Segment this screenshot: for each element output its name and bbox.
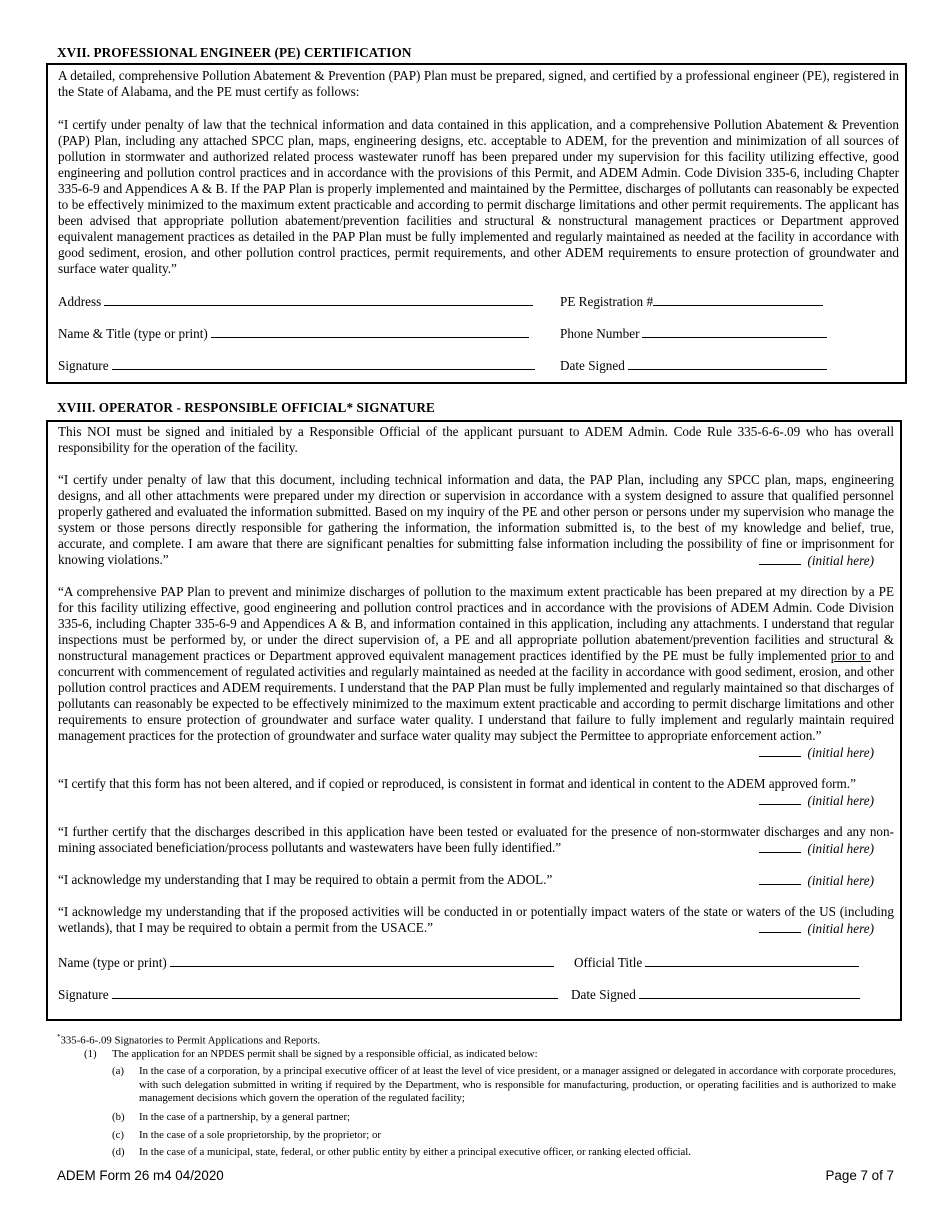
initial-blank-5[interactable] xyxy=(759,872,801,885)
section-18-title: XVIII. OPERATOR - RESPONSIBLE OFFICIAL* SIGNATURE xyxy=(57,400,435,415)
initial-label-4: (initial here) xyxy=(807,841,874,856)
pe-phone-blank[interactable] xyxy=(642,325,827,338)
operator-cert-2-part-b: and concurrent with commencement of regulated activities and regularly maintained as needed at the facility in accordance with good sediment, erosion, and other pollution control practices and ADEM requirements. I understand that the PAP Plan must be fully implemented and regularly maintained so that discharges of pollutants can reasonably be expected to be effectively minimized to the maximum extent practicable and according to permit discharge limitations and other requirements to ensure protection of groundwater and surface water quality. I understand that failure to fully implement and regularly maintain required management practices for the protection of groundwater and surface water quality may subject the Permittee to appropriate enforcement action.” xyxy=(58,648,894,743)
form-number: ADEM Form 26 m4 04/2020 xyxy=(57,1168,224,1183)
pe-signature-blank[interactable] xyxy=(112,357,535,370)
initial-blank-1[interactable] xyxy=(759,552,801,565)
initial-label-1: (initial here) xyxy=(807,553,874,568)
pe-name-title-field[interactable] xyxy=(58,325,529,342)
initial-field-2[interactable] xyxy=(759,744,874,761)
operator-signature-box xyxy=(46,420,902,1021)
footnote-sub-d-text: In the case of a municipal, state, federal, or other public entity by either a principal executive officer, or ranking elected official. xyxy=(139,1146,691,1158)
footnote-sub-b-text: In the case of a partnership, by a general partner; xyxy=(139,1111,351,1123)
initial-blank-4[interactable] xyxy=(759,840,801,853)
pe-phone-field[interactable] xyxy=(560,325,827,342)
footnote-sub-a-text: In the case of a corporation, by a principal executive officer of at least the level of vice president, or a manager assigned or delegated in accordance with corporate procedures, with such delegation submitted in writing if required by the Department, who is responsible for manufacturing, production, or operating facilities and is authorized to make management decisions which govern the operation of the regulated facility; xyxy=(139,1065,896,1104)
operator-intro-text: This NOI must be signed and initialed by a Responsible Official of the applicant pursuant to ADEM Admin. Code Rule 335-6-6-.09 who has overall responsibility for the operation of the facility. xyxy=(58,424,894,455)
operator-name-label: Name (type or print) xyxy=(58,955,167,970)
footnote-item-1-text: The application for an NPDES permit shall be signed by a responsible official, as indicated below: xyxy=(112,1048,538,1060)
footnote-marker: * xyxy=(57,1033,61,1041)
pe-registration-label: PE Registration # xyxy=(560,294,654,309)
page-number: Page 7 of 7 xyxy=(825,1168,894,1183)
initial-blank-6[interactable] xyxy=(759,920,801,933)
operator-name-blank[interactable] xyxy=(170,954,554,967)
official-title-label: Official Title xyxy=(574,955,643,970)
pe-certification-statement: “I certify under penalty of law that the technical information and data contained in this application, and a comprehensive Pollution Abatement & Prevention (PAP) Plan, including any attached SPCC plan, maps, engineering designs, etc. acceptable to ADEM, for the prevention and minimization of all sources of pollution in stormwater and authorized related process wastewater runoff has been prepared under my supervision for this facility utilizing effective, good engineering and pollution control practices and in accordance with the provisions of this Permit, and ADEM Admin. Code Division 335-6, including Chapter 335-6-9 and Appendices A & B. If the PAP Plan is properly implemented and maintained by the Permittee, discharges of pollutants can reasonably be expected to be effectively minimized to the maximum extent practicable and according to permit discharge limitations and other permit requirements. The applicant has been advised that appropriate pollution abatement/prevention facilities and structural & nonstructural management practices or Department approved equivalent management practices as detailed in the PAP Plan must be fully implemented and regularly maintained as needed at the facility in accordance with good sediment, erosion, and other pollution control practices, permit requirements, and other ADEM requirements to ensure protection of groundwater and surface water quality.” xyxy=(58,117,899,276)
operator-date-blank[interactable] xyxy=(639,986,860,999)
footnote-heading xyxy=(57,1031,320,1048)
operator-date-label: Date Signed xyxy=(571,987,636,1002)
operator-cert-2 xyxy=(58,584,894,744)
operator-cert-3: “I certify that this form has not been altered, and if copied or reproduced, is consistent in format and identical in content to the ADEM approved form.” xyxy=(58,776,856,791)
initial-blank-2[interactable] xyxy=(759,744,801,757)
footnote-sub-c-label: (c) xyxy=(112,1129,124,1141)
initial-field-5[interactable] xyxy=(759,872,874,889)
pe-signature-label: Signature xyxy=(58,358,109,373)
pe-registration-blank[interactable] xyxy=(653,293,823,306)
initial-label-5: (initial here) xyxy=(807,873,874,888)
initial-label-2: (initial here) xyxy=(807,745,874,760)
operator-signature-field[interactable] xyxy=(58,986,558,1003)
official-title-field[interactable] xyxy=(574,954,859,971)
footnote-item-1-number: (1) xyxy=(84,1048,97,1060)
initial-blank-3[interactable] xyxy=(759,792,801,805)
operator-cert-4: “I further certify that the discharges described in this application have been tested or evaluated for the presence of non-stormwater discharges and any non-mining associated beneficiation/process pollutants and wastewaters have been fully identified.” xyxy=(58,824,894,855)
footnote-heading-text: 335-6-6-.09 Signatories to Permit Applications and Reports. xyxy=(60,1034,321,1047)
operator-date-field[interactable] xyxy=(571,986,860,1003)
initial-label-3: (initial here) xyxy=(807,793,874,808)
pe-certification-box xyxy=(46,63,907,384)
footnote-sub-b-label: (b) xyxy=(112,1111,125,1123)
pe-date-blank[interactable] xyxy=(628,357,827,370)
pe-name-title-label: Name & Title (type or print) xyxy=(58,326,208,341)
operator-cert-5: “I acknowledge my understanding that I may be required to obtain a permit from the ADOL.” xyxy=(58,872,553,887)
footnote-sub-d-label: (d) xyxy=(112,1146,125,1158)
operator-signature-label: Signature xyxy=(58,987,109,1002)
section-17-title: XVII. PROFESSIONAL ENGINEER (PE) CERTIFICATION xyxy=(57,45,412,60)
operator-cert-6: “I acknowledge my understanding that if the proposed activities will be conducted in or potentially impact waters of the state or waters of the US (including wetlands), that I may be required to obtain a permit from the USACE.” xyxy=(58,904,894,935)
operator-cert-2-part-a: “A comprehensive PAP Plan to prevent and minimize discharges of pollution to the maximum extent practicable has been prepared at my direction by a PE for this facility utilizing effective, good engineering and pollution control practices and in accordance with the provisions of ADEM Admin. Code Division 335-6, including Chapter 335-6-9 and Appendices A & B, and information contained in this application, including any attachments. I understand that regular inspections must be performed by, or under the direct supervision of, a PE and all appropriate pollution abatement/prevention facilities and structural & nonstructural management practices or Department approved equivalent management practices identified by the PE must be fully implemented xyxy=(58,584,894,663)
pe-address-label: Address xyxy=(58,294,102,309)
initial-label-6: (initial here) xyxy=(807,921,874,936)
pe-address-blank[interactable] xyxy=(104,293,533,306)
pe-phone-label: Phone Number xyxy=(560,326,640,341)
initial-field-3[interactable] xyxy=(759,792,874,809)
pe-signature-field[interactable] xyxy=(58,357,535,374)
initial-field-6[interactable] xyxy=(759,920,874,937)
pe-date-field[interactable] xyxy=(560,357,827,374)
pe-intro-text: A detailed, comprehensive Pollution Abatement & Prevention (PAP) Plan must be prepared, signed, and certified by a professional engineer (PE), registered in the State of Alabama, and the PE must certify as follows: xyxy=(58,68,899,99)
operator-signature-blank[interactable] xyxy=(112,986,558,999)
footnote-sub-c-text: In the case of a sole proprietorship, by the proprietor; or xyxy=(139,1129,381,1141)
footnote-sub-a-label: (a) xyxy=(112,1065,124,1077)
initial-field-4[interactable] xyxy=(759,840,874,857)
operator-name-field[interactable] xyxy=(58,954,554,971)
pe-registration-field[interactable] xyxy=(560,293,823,310)
operator-cert-1: “I certify under penalty of law that this document, including technical information and data, the PAP Plan, including any SPCC plan, maps, engineering designs, and all other attachments were prepared under my direction or supervision in accordance with a system designed to assure that qualified personnel properly gathered and evaluated the information submitted. Based on my inquiry of the PE and other person or persons under my supervision who manage the system or those persons directly responsible for gathering the information, the information submitted is, to the best of my knowledge and belief, true, accurate, and complete. I am aware that there are significant penalties for submitting false information including the possibility of fine or imprisonment for knowing violations.” xyxy=(58,472,894,567)
pe-name-title-blank[interactable] xyxy=(211,325,529,338)
official-title-blank[interactable] xyxy=(645,954,859,967)
pe-address-field[interactable] xyxy=(58,293,533,310)
initial-field-1[interactable] xyxy=(759,552,874,569)
pe-date-label: Date Signed xyxy=(560,358,625,373)
operator-cert-2-underlined: prior to xyxy=(830,648,871,663)
